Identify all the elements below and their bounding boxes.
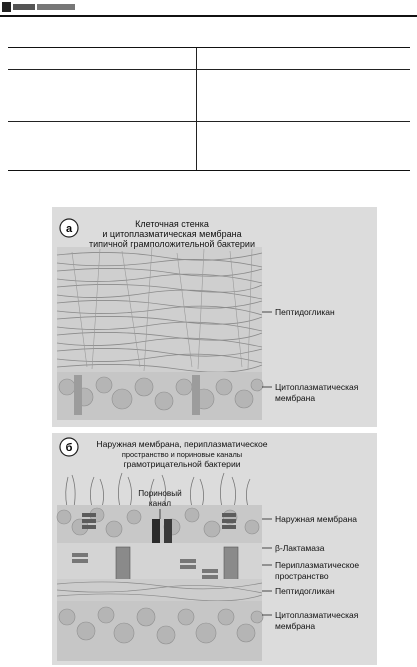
panel-b-title-3: грамотрицательной бактерии bbox=[123, 459, 241, 469]
panel-b-title-1: Наружная мембрана, периплазматическое bbox=[96, 439, 268, 449]
cytoplasmic-membrane-b bbox=[57, 601, 263, 661]
label-periplasmic-1: Периплазматическое bbox=[275, 560, 360, 570]
label-membrane-a-2: мембрана bbox=[275, 393, 316, 403]
label-porin-2: канал bbox=[148, 499, 172, 508]
panel-letter-a: а bbox=[65, 223, 73, 235]
running-header-mark bbox=[2, 1, 77, 13]
label-membrane-b-2: мембрана bbox=[275, 621, 316, 631]
empty-table bbox=[8, 47, 410, 171]
header-rule bbox=[0, 15, 417, 17]
panel-a-title-1: Клеточная стенка bbox=[135, 219, 209, 229]
label-peptidoglycan-b: Пептидогликан bbox=[275, 586, 335, 596]
table-row-divider bbox=[8, 69, 410, 70]
label-beta-lactamase: β-Лактамаза bbox=[275, 543, 325, 553]
label-porin-1: Пориновый bbox=[138, 489, 182, 498]
cytoplasmic-membrane-a bbox=[57, 372, 263, 420]
panel-a-title-3: типичной грамположительной бактерии bbox=[89, 239, 255, 249]
label-periplasmic-2: пространство bbox=[275, 571, 329, 581]
panel-letter-b: б bbox=[65, 442, 73, 454]
label-outer-membrane: Наружная мембрана bbox=[275, 514, 357, 524]
cell-wall-figure bbox=[52, 207, 377, 665]
peptidoglycan-layer-b bbox=[57, 579, 262, 601]
panel-b-title-2: пространство и пориновые каналы bbox=[121, 450, 243, 459]
label-peptidoglycan-a: Пептидогликан bbox=[275, 307, 335, 317]
label-membrane-b-1: Цитоплазматическая bbox=[275, 610, 359, 620]
table-row-divider bbox=[8, 121, 410, 122]
periplasmic-space bbox=[57, 543, 262, 585]
panel-a-title-2: и цитоплазматическая мембрана bbox=[102, 229, 242, 239]
table-column-divider bbox=[196, 48, 197, 170]
label-membrane-a-1: Цитоплазматическая bbox=[275, 382, 359, 392]
peptidoglycan-layer-a bbox=[57, 247, 262, 372]
